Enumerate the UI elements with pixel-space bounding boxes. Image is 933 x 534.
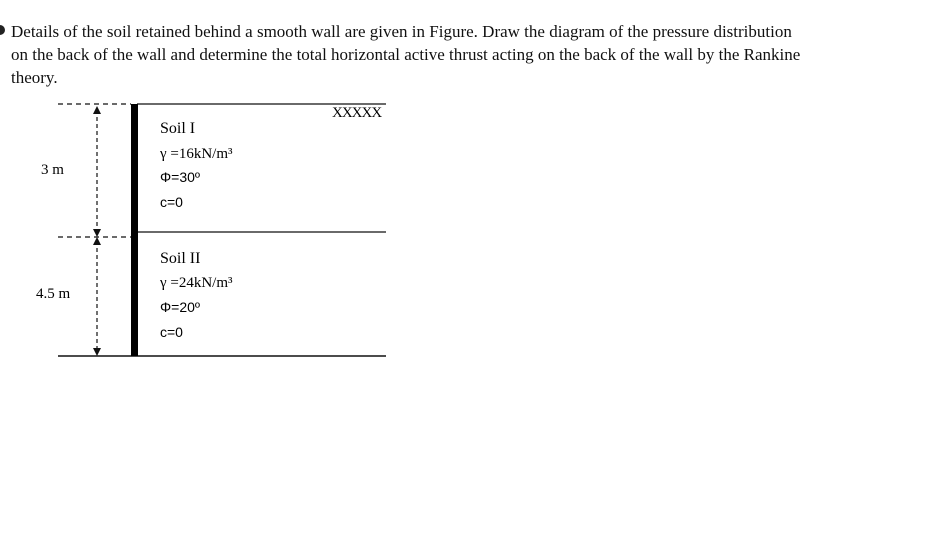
- soil-1-friction-angle: Φ=30º: [160, 169, 201, 185]
- soil-1-name: Soil I: [160, 120, 196, 137]
- problem-line-3: theory.: [11, 68, 58, 87]
- soil-2-cohesion: c=0: [160, 324, 183, 340]
- problem-line-1: Details of the soil retained behind a smooth wall are given in Figure. Draw the diagram of the pressure distribution: [11, 22, 792, 41]
- soil-2-name: Soil II: [160, 250, 201, 267]
- problem-line-2: on the back of the wall and determine the total horizontal active thrust acting on the back of the wall by the Rankine: [11, 45, 801, 64]
- soil-1-unit-weight: γ =16kN/m³: [160, 146, 233, 162]
- soil-1-cohesion: c=0: [160, 194, 183, 210]
- soil-2-friction-angle: Φ=20º: [160, 299, 201, 315]
- retaining-wall: [131, 104, 138, 356]
- layer-1-thickness-label: 3 m: [41, 162, 64, 178]
- surface-hatch-marker: XXXXX: [332, 105, 382, 121]
- soil-2-unit-weight: γ =24kN/m³: [160, 275, 233, 291]
- layer-2-thickness-label: 4.5 m: [36, 286, 71, 302]
